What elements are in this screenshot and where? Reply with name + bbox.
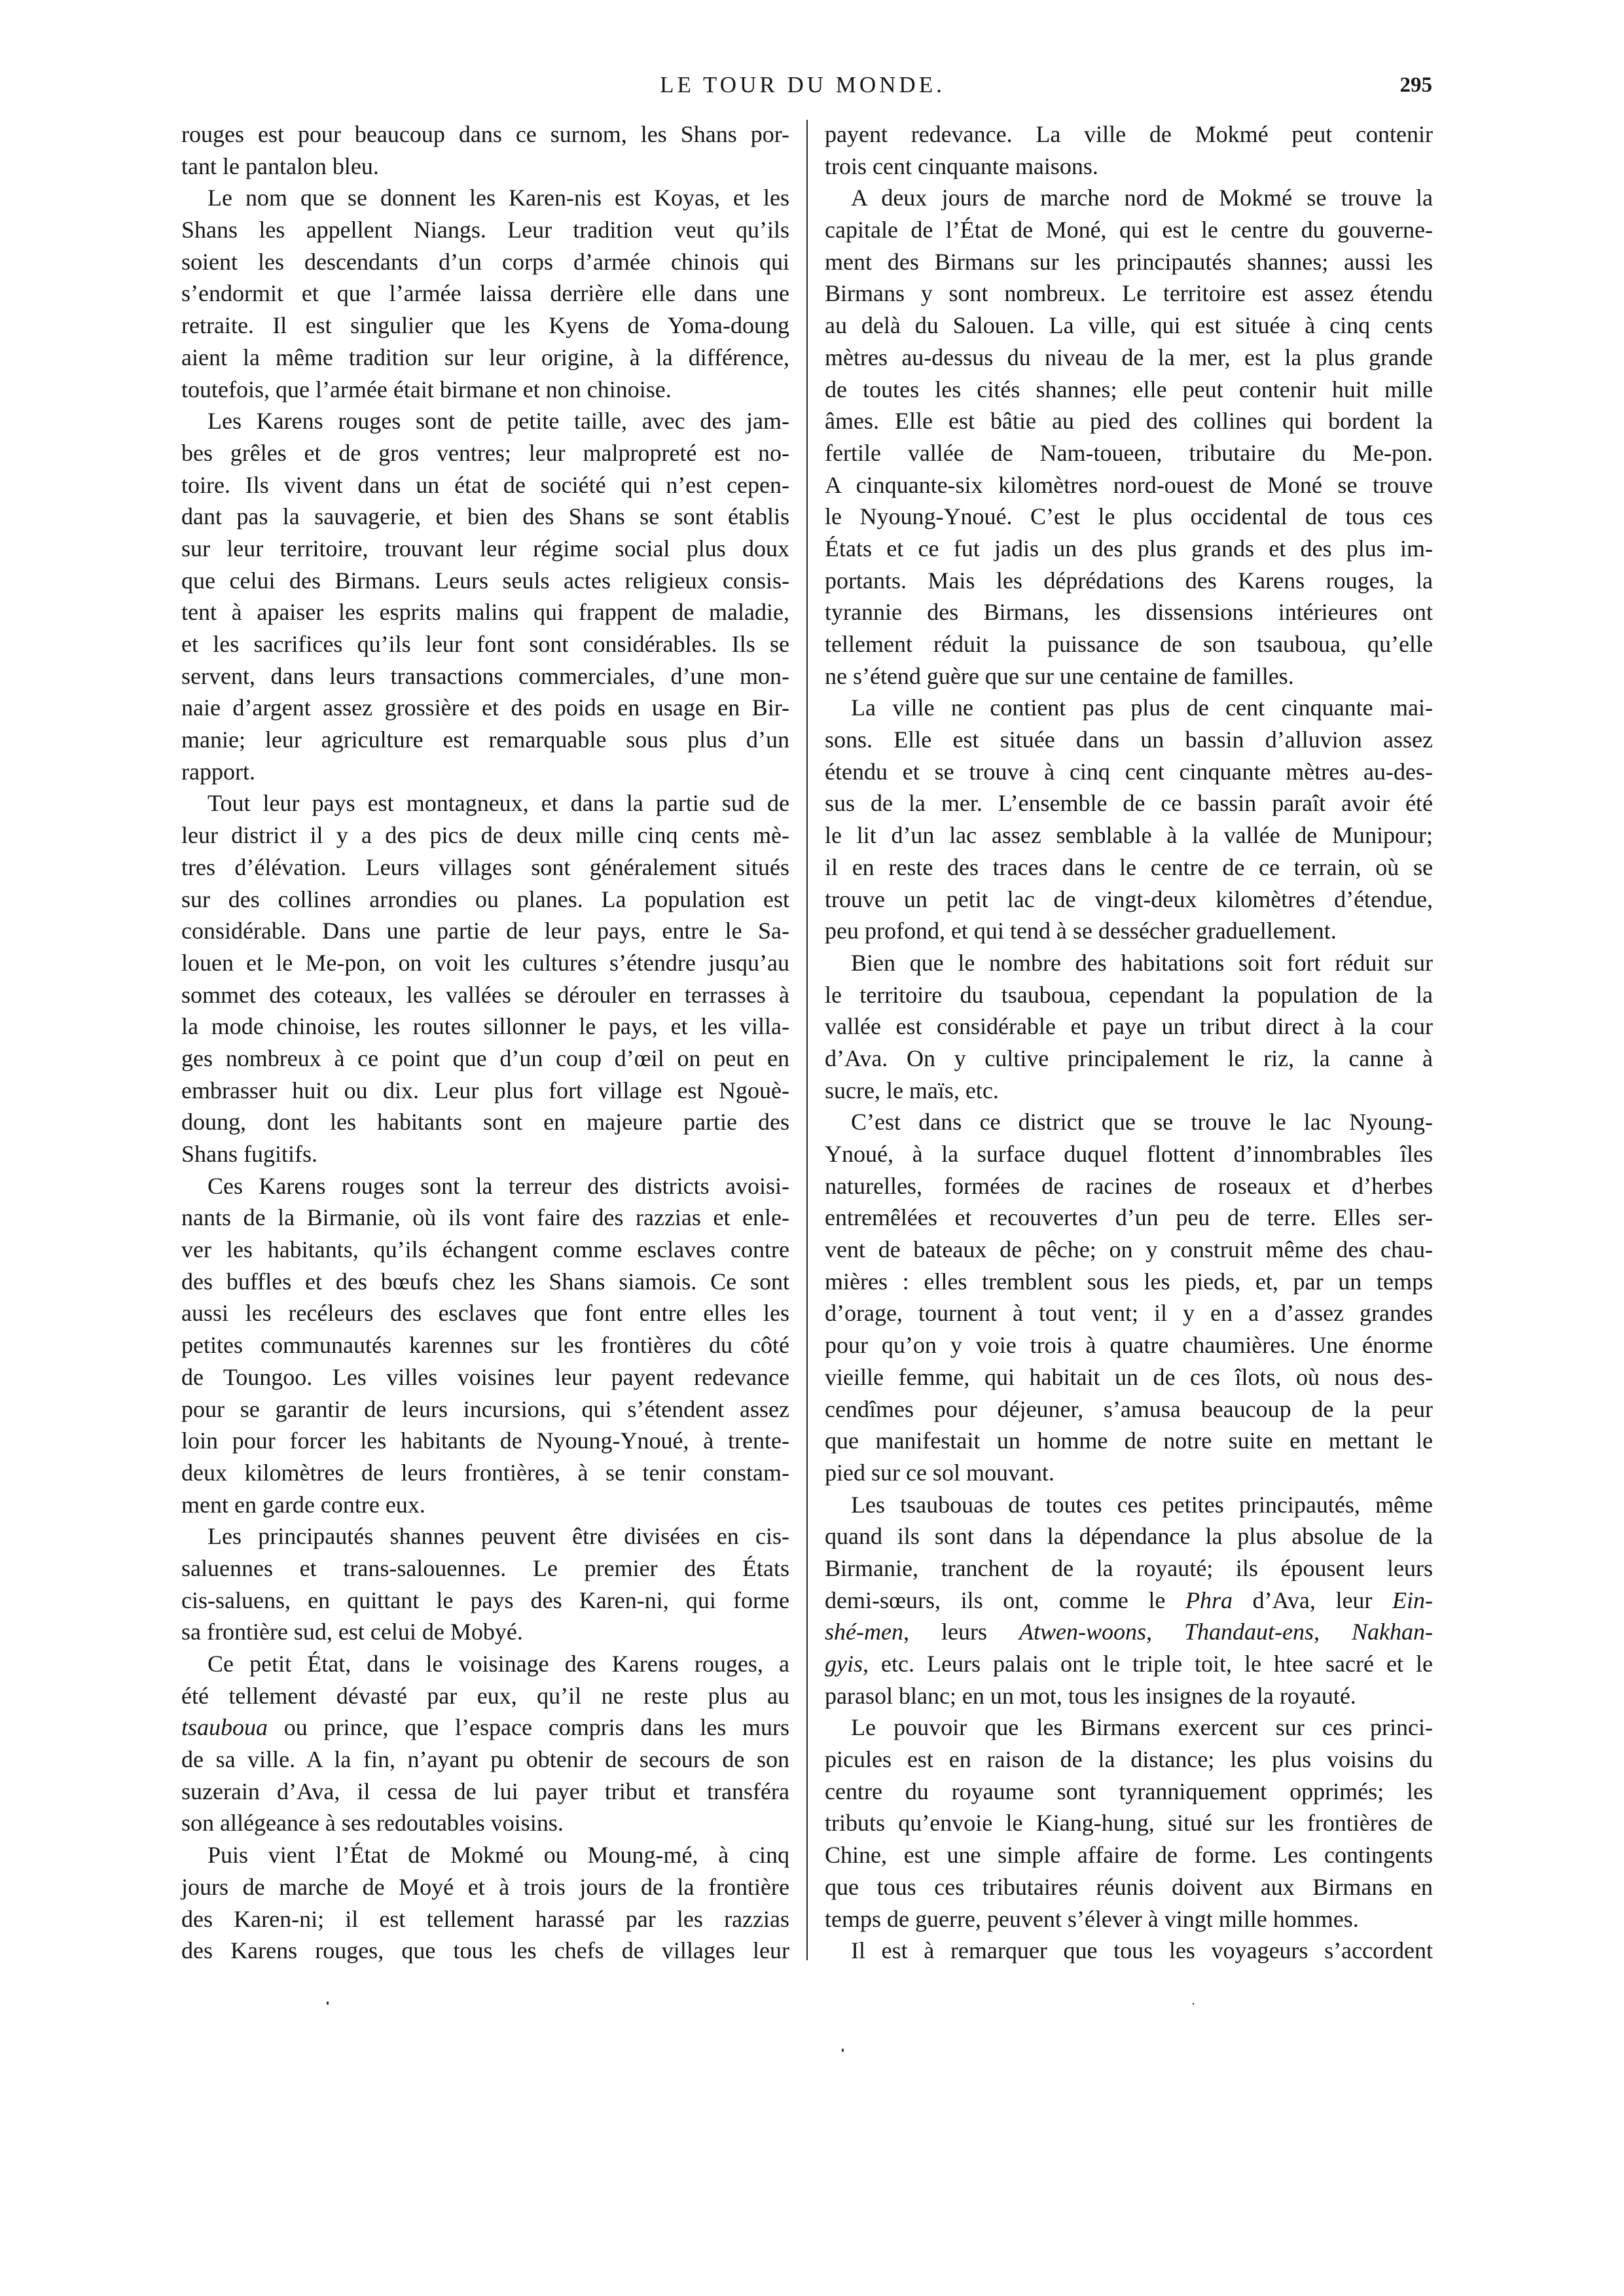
italic-term: Atwen-woons (1019, 1619, 1146, 1645)
text-line (825, 1680, 1433, 1712)
text-line (825, 565, 1433, 597)
text-line (181, 1234, 789, 1266)
text-run: A cinquante-six kilomètres nord-ouest de Moné se trouve (825, 471, 1433, 498)
print-speck (327, 2001, 329, 2005)
text-run: sus de la mer. L’ensemble de ce bassin paraît avoir été (825, 790, 1433, 817)
text-run: Shans les appellent Niangs. Leur tradition veut qu’ils (181, 217, 789, 243)
text-line (181, 756, 789, 788)
text-line (181, 947, 789, 979)
text-line (825, 692, 1433, 724)
text-line (181, 1489, 789, 1521)
text-line (181, 278, 789, 310)
paragraph (181, 1648, 789, 1839)
text-line (825, 979, 1433, 1011)
text-run: , leurs (903, 1619, 1019, 1645)
text-line (181, 1776, 789, 1808)
text-run: rapport. (181, 758, 255, 785)
paragraph (825, 692, 1433, 947)
text-line (181, 1329, 789, 1361)
text-run: loin pour forcer les habitants de Nyoung-Ynoué, à trente- (181, 1427, 789, 1454)
text-line (181, 1266, 789, 1298)
text-run: toire. Ils vivent dans un état de société qui n’est cepen- (181, 471, 789, 498)
text-line (181, 1744, 789, 1776)
text-run: ges nombreux à ce point que d’un coup d’œil on peut en (181, 1045, 789, 1071)
text-run: fertile vallée de Nam-toueen, tributaire du Me-pon. (825, 439, 1433, 466)
text-line (181, 628, 789, 660)
print-speck (1193, 2003, 1194, 2005)
text-line (825, 819, 1433, 852)
text-line (825, 437, 1433, 469)
text-run: C’est dans ce district que se trouve le lac Nyoung- (851, 1109, 1433, 1136)
text-run: La ville ne contient pas plus de cent cinquante mai- (851, 694, 1433, 721)
text-run: États et ce fut jadis un des plus grands et des plus im- (825, 535, 1433, 562)
text-run: servent, dans leurs transactions commerciales, d’une mon- (181, 662, 789, 689)
text-line (825, 1871, 1433, 1903)
text-run: cis-saluens, en quittant le pays des Karen-ni, qui forme (181, 1587, 789, 1613)
text-run: sucre, le maïs, etc. (825, 1077, 999, 1103)
text-run: embrasser huit ou dix. Leur plus fort village est Ngouè- (181, 1077, 789, 1103)
text-line (181, 1807, 789, 1839)
text-line (181, 1552, 789, 1585)
text-run: A deux jours de marche nord de Mokmé se trouve la (851, 185, 1433, 211)
text-run: s’endormit et que l’armée laissa derrière elle dans une (181, 280, 789, 307)
text-run: payent redevance. La ville de Mokmé peut contenir (825, 121, 1433, 147)
text-run: trouve un petit lac de vingt-deux kilomètres d’étendue, (825, 886, 1433, 912)
text-run: jours de marche de Moyé et à trois jours de la frontière (181, 1873, 789, 1900)
text-line (181, 1712, 789, 1744)
text-line (825, 1712, 1433, 1744)
text-run: son allégeance à ses redoutables voisins. (181, 1810, 564, 1837)
text-line (181, 1425, 789, 1457)
text-run: tributs qu’envoie le Kiang-hung, situé sur les frontières de (825, 1810, 1433, 1837)
text-run: que manifestait un homme de notre suite en mettant le (825, 1427, 1433, 1454)
text-run: de sa ville. A la fin, n’ayant pu obtenir de secours de son (181, 1746, 789, 1773)
text-line (181, 787, 789, 819)
text-line (825, 1361, 1433, 1393)
text-run: le lit d’un lac assez semblable à la vallée de Munipour; (825, 822, 1433, 849)
text-run: vieille femme, qui habitait un de ces îlots, où nous des- (825, 1363, 1433, 1390)
text-run: trois cent cinquante maisons. (825, 152, 1098, 179)
text-line (181, 1138, 789, 1170)
running-head (0, 68, 1624, 102)
text-line (825, 405, 1433, 437)
text-run: , (1314, 1619, 1352, 1645)
paragraph (181, 1170, 789, 1521)
text-line (825, 787, 1433, 819)
text-run: étendu et se trouve à cinq cent cinquante mètres au-des- (825, 758, 1433, 785)
text-line (825, 1011, 1433, 1043)
text-line (181, 852, 789, 884)
text-run: capitale de l’État de Moné, qui est le centre du gouverne- (825, 217, 1433, 243)
text-line (825, 1839, 1433, 1871)
text-line (825, 1202, 1433, 1234)
paragraph (181, 182, 789, 405)
text-line (825, 724, 1433, 756)
text-line (181, 1170, 789, 1202)
text-line (181, 501, 789, 533)
text-run: d’Ava, leur (1232, 1587, 1393, 1613)
text-line (181, 1043, 789, 1075)
italic-term: Phra (1185, 1587, 1233, 1613)
paragraph (825, 182, 1433, 692)
text-line (825, 628, 1433, 660)
paragraph (825, 118, 1433, 182)
text-run: , etc. Leurs palais ont le triple toit, le htee sacré et le (863, 1651, 1433, 1677)
text-run: au delà du Salouen. La ville, qui est située à cinq cents (825, 312, 1433, 339)
text-line (181, 1361, 789, 1393)
text-run: bes grêles et de gros ventres; leur malpropreté est no- (181, 439, 789, 466)
text-line (181, 533, 789, 565)
text-run: tent à apaiser les esprits malins qui frappent de maladie, (181, 599, 789, 626)
text-run: dant pas la sauvagerie, et bien des Shans se sont établis (181, 503, 789, 530)
text-line (825, 310, 1433, 342)
text-run: naie d’argent assez grossière et des poids en usage en Bir- (181, 694, 789, 721)
italic-term: gyis (825, 1651, 863, 1677)
text-line (825, 1744, 1433, 1776)
text-line (181, 214, 789, 246)
text-line (181, 246, 789, 278)
text-line (181, 692, 789, 724)
text-run: été tellement dévasté par eux, qu’il ne reste plus au (181, 1682, 789, 1709)
text-run: Bien que le nombre des habitations soit fort réduit sur (851, 949, 1433, 976)
text-run: mètres au-dessus du niveau de la mer, est la plus grande (825, 344, 1433, 370)
text-run: deux kilomètres de leurs frontières, à se tenir constam- (181, 1459, 789, 1486)
paragraph (181, 1839, 789, 1967)
text-run: ne s’étend guère que sur une centaine de familles. (825, 662, 1294, 689)
text-run: Tout leur pays est montagneux, et dans la partie sud de (208, 790, 789, 817)
text-run: louen et le Me-pon, on voit les cultures s’étendre jusqu’au (181, 949, 789, 976)
text-run: Il est à remarquer que tous les voyageurs s’accordent (851, 1937, 1433, 1964)
italic-term: shé-men (825, 1619, 903, 1645)
text-line (181, 1935, 789, 1967)
text-line (181, 819, 789, 852)
text-run: vallée est considérable et paye un tribut direct à la cour (825, 1013, 1433, 1040)
text-run: picules est en raison de la distance; les plus voisins du (825, 1746, 1433, 1773)
text-run: doung, dont les habitants sont en majeure partie des (181, 1109, 789, 1136)
text-run: portants. Mais les déprédations des Karens rouges, la (825, 567, 1433, 594)
text-run: sur leur territoire, trouvant leur régime social plus doux (181, 535, 789, 562)
text-run: Shans fugitifs. (181, 1141, 318, 1167)
text-run: aient la même tradition sur leur origine, à la différence, (181, 344, 789, 370)
text-line (825, 852, 1433, 884)
text-run: des Karen-ni; il est tellement harassé par les razzias (181, 1905, 789, 1932)
text-line (825, 660, 1433, 692)
text-run: demi-sœurs, ils ont, comme le (825, 1587, 1185, 1613)
text-run: nants de la Birmanie, où ils vont faire des razzias et enle- (181, 1204, 789, 1231)
text-line (181, 182, 789, 214)
text-line (825, 756, 1433, 788)
paragraph (825, 1106, 1433, 1488)
text-line (181, 1011, 789, 1043)
text-line (181, 724, 789, 756)
paragraph (825, 1489, 1433, 1712)
text-run: ou prince, que l’espace compris dans les murs (268, 1714, 789, 1741)
text-line (181, 1871, 789, 1903)
text-run: la mode chinoise, les routes sillonner le pays, et les villa- (181, 1013, 789, 1040)
text-line (825, 1489, 1433, 1521)
text-line (181, 1839, 789, 1871)
text-line (825, 1807, 1433, 1839)
paragraph (181, 118, 789, 182)
paragraph (181, 1520, 789, 1648)
text-run: Les Karens rouges sont de petite taille, avec des jam- (208, 408, 789, 435)
text-line (825, 501, 1433, 533)
text-run: parasol blanc; en un mot, tous les insignes de la royauté. (825, 1682, 1356, 1709)
text-run: Ces Karens rouges sont la terreur des districts avoisi- (208, 1172, 789, 1199)
text-line (181, 342, 789, 374)
text-run: d’Ava. On y cultive principalement le riz, la canne à (825, 1045, 1433, 1071)
text-run: et les sacrifices qu’ils leur font sont considérables. Ils se (181, 631, 789, 657)
text-run: centre du royaume sont tyranniquement opprimés; les (825, 1778, 1433, 1804)
text-run: saluennes et trans-salouennes. Le premier des États (181, 1554, 789, 1581)
text-run: sur des collines arrondies ou planes. La population est (181, 886, 789, 912)
text-line (825, 1393, 1433, 1426)
text-run: Birmans y sont nombreux. Le territoire est assez étendu (825, 280, 1433, 307)
text-run: Chine, est une simple affaire de forme. Les contingents (825, 1842, 1433, 1869)
italic-term: Nakhan- (1352, 1619, 1434, 1645)
italic-term: Thandaut-ens (1184, 1619, 1314, 1645)
text-line (181, 1520, 789, 1552)
text-run: pied sur ce sol mouvant. (825, 1459, 1055, 1486)
text-run: mières : elles tremblent sous les pieds, et, par un temps (825, 1268, 1433, 1295)
text-line (181, 405, 789, 437)
text-run: il en reste des traces dans le centre de ce terrain, où se (825, 853, 1433, 880)
text-line (181, 979, 789, 1011)
text-line (825, 182, 1433, 214)
text-line (825, 1552, 1433, 1585)
text-line (825, 1138, 1433, 1170)
text-line (825, 1266, 1433, 1298)
text-line (181, 1903, 789, 1935)
text-run: aussi les recéleurs des esclaves que font entre elles les (181, 1300, 789, 1327)
text-run: Les tsaubouas de toutes ces petites principautés, même (851, 1491, 1433, 1518)
text-line (825, 1648, 1433, 1680)
text-run: de toutes les cités shannes; elle peut contenir huit mille (825, 376, 1433, 403)
text-line (825, 151, 1433, 183)
text-run: ment des Birmans sur les principautés shannes; aussi les (825, 248, 1433, 275)
paragraph (181, 405, 789, 787)
text-line (181, 118, 789, 151)
text-run: que celui des Birmans. Leurs seuls actes religieux consis- (181, 567, 789, 594)
text-line (181, 1648, 789, 1680)
text-run: Le pouvoir que les Birmans exercent sur ces princi- (851, 1714, 1433, 1741)
text-line (181, 1457, 789, 1489)
text-line (825, 1616, 1433, 1648)
text-line (825, 1457, 1433, 1489)
text-line (825, 1329, 1433, 1361)
text-line (825, 1106, 1433, 1138)
paragraph (825, 947, 1433, 1106)
text-run: des Karens rouges, que tous les chefs de villages leur (181, 1937, 789, 1964)
paragraph (181, 787, 789, 1170)
text-line (181, 565, 789, 597)
text-line (181, 1585, 789, 1617)
running-head-title: LE TOUR DU MONDE. (660, 72, 945, 98)
text-line (825, 1776, 1433, 1808)
text-run: naturelles, formées de racines de roseaux et d’herbes (825, 1172, 1433, 1199)
text-line (825, 1043, 1433, 1075)
text-line (825, 1170, 1433, 1202)
text-line (825, 374, 1433, 406)
text-line (825, 1903, 1433, 1935)
text-line (825, 884, 1433, 916)
text-run: considérable. Dans une partie de leur pays, entre le Sa- (181, 918, 789, 944)
text-run: tant le pantalon bleu. (181, 152, 379, 179)
text-line (181, 437, 789, 469)
text-line (825, 1075, 1433, 1107)
text-line (181, 151, 789, 183)
text-run: cendîmes pour déjeuner, s’amusa beaucoup de la peur (825, 1395, 1433, 1422)
text-line (181, 374, 789, 406)
text-run: le Nyoung-Ynoué. C’est le plus occidental de tous ces (825, 503, 1433, 530)
text-line (825, 915, 1433, 947)
text-line (825, 533, 1433, 565)
text-run: pour se garantir de leurs incursions, qui s’étendent assez (181, 1395, 789, 1422)
text-line (825, 469, 1433, 501)
text-run: de Toungoo. Les villes voisines leur payent redevance (181, 1363, 789, 1390)
paragraph (825, 1935, 1433, 1967)
text-line (181, 915, 789, 947)
text-line (181, 596, 789, 628)
text-run: manie; leur agriculture est remarquable sous plus d’un (181, 726, 789, 753)
text-run: petites communautés karennes sur les frontières du côté (181, 1332, 789, 1359)
text-run: entremêlées et recouvertes d’un peu de terre. Elles ser- (825, 1204, 1433, 1231)
paragraph (825, 1712, 1433, 1935)
text-run: quand ils sont dans la dépendance la plus absolue de la (825, 1523, 1433, 1550)
text-run: d’orage, tournent à tout vent; il y en a d’assez grandes (825, 1300, 1433, 1327)
text-line (181, 1075, 789, 1107)
text-line (181, 1616, 789, 1648)
text-run: toutefois, que l’armée était birmane et non chinoise. (181, 376, 672, 403)
text-line (825, 214, 1433, 246)
text-line (181, 1393, 789, 1426)
text-line (825, 1520, 1433, 1552)
text-run: vent de bateaux de pêche; on y construit même des chau- (825, 1236, 1433, 1263)
text-run: sa frontière sud, est celui de Mobyé. (181, 1619, 523, 1645)
page-number: 295 (1399, 73, 1432, 97)
text-line (181, 469, 789, 501)
text-run: Ce petit État, dans le voisinage des Karens rouges, a (208, 1651, 789, 1677)
text-line (825, 1935, 1433, 1967)
text-run: ver les habitants, qu’ils échangent comme esclaves contre (181, 1236, 789, 1263)
text-line (181, 1297, 789, 1329)
text-line (825, 246, 1433, 278)
italic-term: Ein- (1392, 1587, 1434, 1613)
text-line (181, 660, 789, 692)
text-run: Le nom que se donnent les Karen-nis est Koyas, et les (208, 185, 789, 211)
text-run: sons. Elle est située dans un bassin d’alluvion assez (825, 726, 1433, 753)
text-run: Les principautés shannes peuvent être divisées en cis- (208, 1523, 789, 1550)
text-run: âmes. Elle est bâtie au pied des collines qui bordent la (825, 408, 1433, 435)
text-line (825, 1585, 1433, 1617)
text-run: leur district il y a des pics de deux mille cinq cents mè- (181, 822, 789, 849)
text-run: Puis vient l’État de Mokmé ou Moung-mé, à cinq (208, 1842, 789, 1869)
text-run: Ynoué, à la surface duquel flottent d’innombrables îles (825, 1141, 1433, 1167)
text-run: tyrannie des Birmans, les dissensions intérieures ont (825, 599, 1433, 626)
text-column-right (825, 118, 1433, 1967)
text-line (825, 596, 1433, 628)
text-run: , (1146, 1619, 1185, 1645)
text-run: sommet des coteaux, les vallées se dérouler en terrasses à (181, 981, 789, 1008)
column-divider (806, 120, 808, 1960)
text-line (181, 1680, 789, 1712)
text-run: retraite. Il est singulier que les Kyens de Yoma-doung (181, 312, 789, 339)
text-line (825, 118, 1433, 151)
text-line (825, 1425, 1433, 1457)
text-line (825, 1234, 1433, 1266)
text-run: tellement réduit la puissance de son tsauboua, qu’elle (825, 631, 1433, 657)
text-line (181, 884, 789, 916)
text-run: pour qu’on y voie trois à quatre chaumières. Une énorme (825, 1332, 1433, 1359)
text-run: soient les descendants d’un corps d’armée chinois qui (181, 248, 789, 275)
text-run: que tous ces tributaires réunis doivent aux Birmans en (825, 1873, 1433, 1900)
text-column-left (181, 118, 789, 1967)
text-run: tres d’élévation. Leurs villages sont généralement situés (181, 853, 789, 880)
text-run: rouges est pour beaucoup dans ce surnom, les Shans por- (181, 121, 789, 147)
text-run: Birmanie, tranchent de la royauté; ils épousent leurs (825, 1554, 1433, 1581)
text-run: temps de guerre, peuvent s’élever à vingt mille hommes. (825, 1905, 1359, 1932)
italic-term: tsauboua (181, 1714, 268, 1741)
text-run: suzerain d’Ava, il cessa de lui payer tribut et transféra (181, 1778, 789, 1804)
text-line (181, 310, 789, 342)
text-line (825, 947, 1433, 979)
text-line (181, 1202, 789, 1234)
text-run: ment en garde contre eux. (181, 1491, 425, 1518)
text-run: peu profond, et qui tend à se dessécher graduellement. (825, 918, 1337, 944)
text-line (825, 278, 1433, 310)
text-run: le territoire du tsauboua, cependant la population de la (825, 981, 1433, 1008)
text-line (181, 1106, 789, 1138)
text-run: des buffles et des bœufs chez les Shans siamois. Ce sont (181, 1268, 789, 1295)
print-speck (842, 2049, 844, 2052)
text-line (825, 1297, 1433, 1329)
text-line (825, 342, 1433, 374)
